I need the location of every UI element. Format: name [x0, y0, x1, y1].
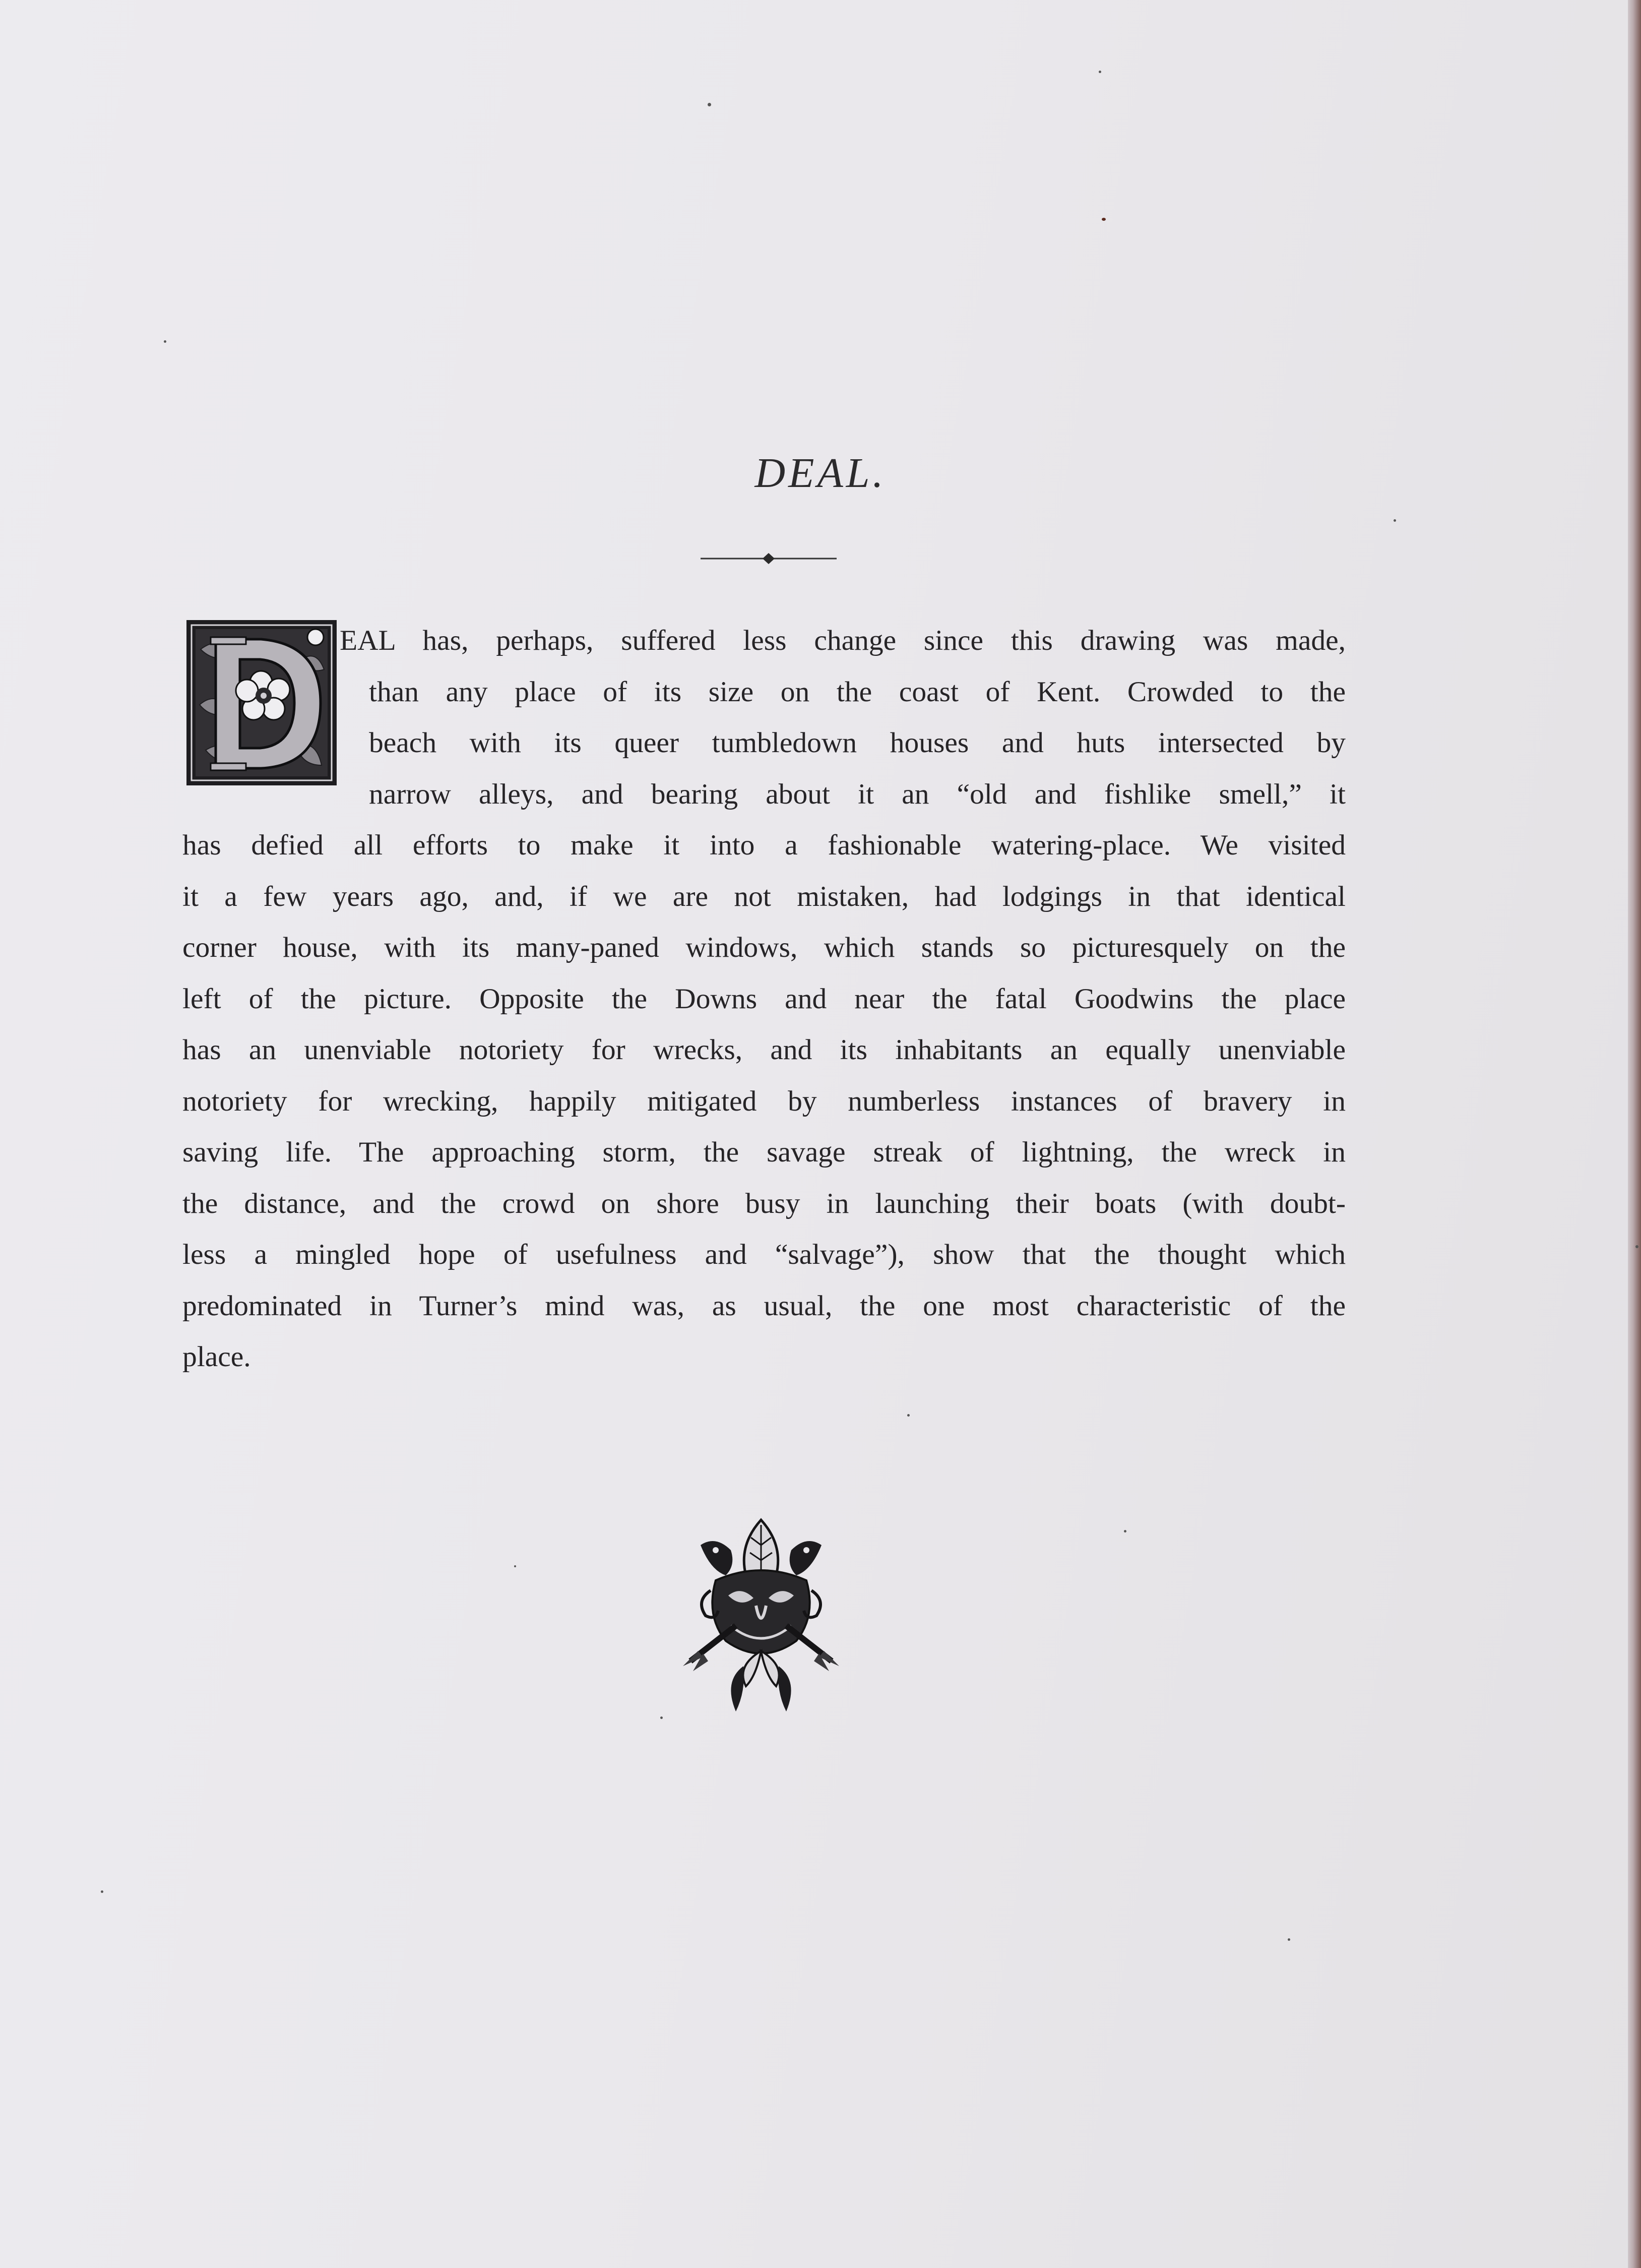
paper-speck — [164, 340, 166, 343]
text-line: has an unenviable notoriety for wrecks, and its inhabitants an equally unenviable — [182, 1034, 1346, 1066]
text-line: has defied all efforts to make it into a fashionable watering-place. We visited — [182, 829, 1346, 861]
tailpiece-ornament — [680, 1515, 842, 1717]
paper-speck — [1635, 1245, 1638, 1248]
paper-speck — [1099, 71, 1101, 73]
paper-speck — [708, 103, 711, 106]
page-edge — [1628, 0, 1641, 2268]
text-line: the distance, and the crowd on shore busy in launching their boats (with doubt- — [182, 1187, 1346, 1219]
text-line: it a few years ago, and, if we are not mistaken, had lodgings in that identical — [182, 880, 1346, 912]
paper-speck — [514, 1565, 516, 1567]
paper-speck — [1288, 1938, 1290, 1941]
text-line: predominated in Turner’s mind was, as usual, the one most characteristic of the — [182, 1290, 1346, 1322]
text-line: place. — [182, 1341, 251, 1373]
text-line: corner house, with its many-paned windows, which stands so picturesquely on the — [182, 932, 1346, 963]
body-paragraph — [182, 615, 1346, 1383]
page-title: DEAL. — [754, 450, 887, 497]
title-rule-ornament — [701, 549, 837, 568]
text-line: narrow alleys, and bearing about it an “old and fishlike smell,” it — [369, 778, 1346, 810]
paper-speck — [660, 1717, 663, 1719]
text-line: beach with its queer tumbledown houses and huts intersected by — [369, 727, 1346, 759]
text-line: than any place of its size on the coast of Kent. Crowded to the — [369, 676, 1346, 708]
text-line: notoriety for wrecking, happily mitigated by numberless instances of bravery in — [182, 1085, 1346, 1117]
paper-speck — [101, 1890, 103, 1893]
paper-speck — [1124, 1530, 1126, 1533]
paper-speck — [1102, 218, 1106, 221]
text-line: left of the picture. Opposite the Downs and near the fatal Goodwins the place — [182, 983, 1346, 1015]
paper-speck — [907, 1414, 910, 1417]
text-line: less a mingled hope of usefulness and “salvage”), show that the thought which — [182, 1239, 1346, 1270]
paper-speck — [1394, 519, 1396, 522]
text-line: saving life. The approaching storm, the savage streak of lightning, the wreck in — [182, 1136, 1346, 1168]
text-line: EAL has, perhaps, suffered less change since this drawing was made, — [340, 625, 1346, 656]
